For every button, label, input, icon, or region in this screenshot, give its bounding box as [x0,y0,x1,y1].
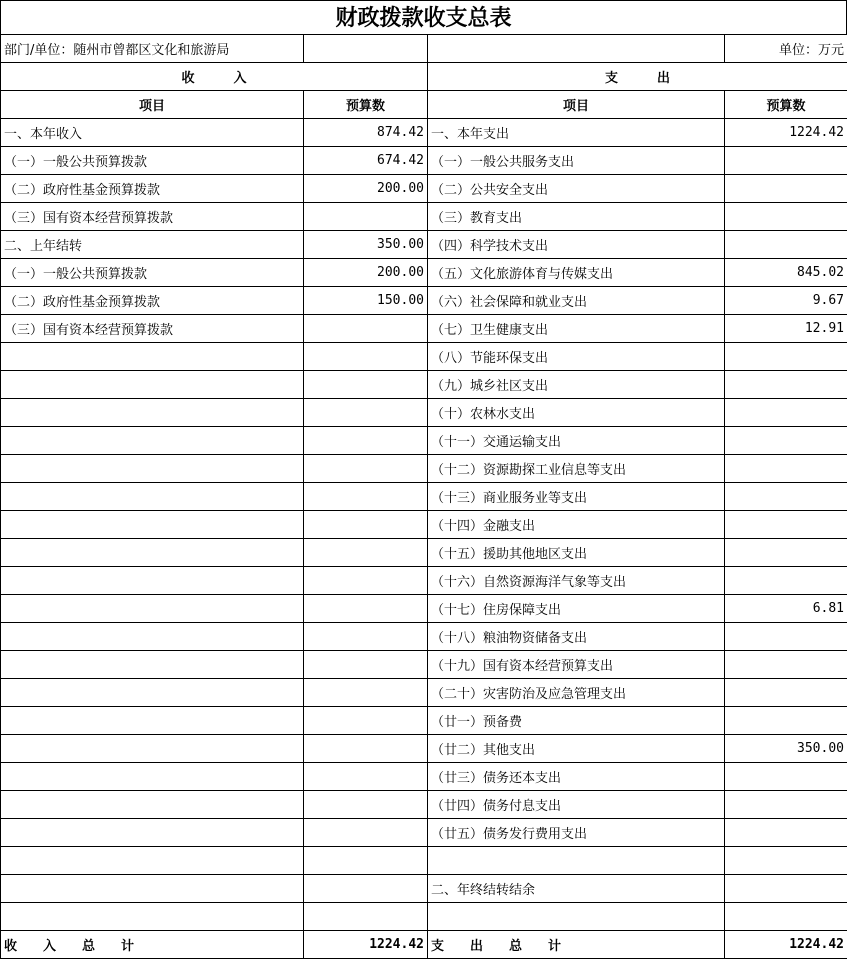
expense-item-cell [428,903,725,931]
table-row [1,455,847,483]
expense-item-cell: （廿三）债务还本支出 [428,763,725,791]
unit-label: 单位：万元 [725,35,847,63]
income-item-cell: （二）政府性基金预算拨款 [1,175,304,203]
table-row [1,231,847,259]
expense-value-cell [725,819,847,847]
expense-value-cell [725,371,847,399]
expense-item-cell: （十四）金融支出 [428,511,725,539]
table-row [1,315,847,343]
expense-item-cell: （十五）援助其他地区支出 [428,539,725,567]
table-row [1,651,847,679]
income-value-cell [304,651,428,679]
income-value-cell: 874.42 [304,119,428,147]
col-item-income: 项目 [1,91,304,119]
income-item-cell [1,903,304,931]
income-item-cell [1,819,304,847]
expense-value-cell [725,791,847,819]
income-value-cell [304,483,428,511]
col-budget-income: 预算数 [304,91,428,119]
income-value-cell: 350.00 [304,231,428,259]
income-item-cell: （二）政府性基金预算拨款 [1,287,304,315]
expense-header: 支 出 [428,63,847,91]
expense-total-value: 1224.42 [725,931,847,959]
income-item-cell [1,875,304,903]
expense-total-label: 支 出 总 计 [428,931,725,959]
table-row [1,903,847,931]
table-row [1,819,847,847]
blank-cell [428,35,725,63]
income-item-cell [1,651,304,679]
table-row [1,763,847,791]
table-row [1,399,847,427]
expense-value-cell [725,231,847,259]
expense-value-cell [725,763,847,791]
income-item-cell: 二、上年结转 [1,231,304,259]
income-item-cell [1,371,304,399]
expense-item-cell: （廿二）其他支出 [428,735,725,763]
income-item-cell [1,679,304,707]
income-value-cell [304,847,428,875]
expense-item-cell: （十八）粮油物资储备支出 [428,623,725,651]
income-value-cell: 674.42 [304,147,428,175]
expense-item-cell: （十一）交通运输支出 [428,427,725,455]
table-row [1,567,847,595]
income-item-cell [1,567,304,595]
income-item-cell [1,511,304,539]
income-value-cell [304,623,428,651]
expense-item-cell: （十七）住房保障支出 [428,595,725,623]
income-item-cell [1,483,304,511]
table-row [1,539,847,567]
income-item-cell: （一）一般公共预算拨款 [1,259,304,287]
expense-item-cell: 一、本年支出 [428,119,725,147]
expense-value-cell [725,707,847,735]
income-value-cell [304,735,428,763]
income-item-cell [1,707,304,735]
table-row [1,875,847,903]
income-value-cell [304,679,428,707]
expense-value-cell: 845.02 [725,259,847,287]
income-value-cell [304,539,428,567]
income-value-cell: 200.00 [304,259,428,287]
income-item-cell [1,623,304,651]
income-value-cell: 150.00 [304,287,428,315]
expense-value-cell [725,483,847,511]
expense-value-cell [725,343,847,371]
expense-value-cell: 350.00 [725,735,847,763]
income-item-cell [1,455,304,483]
income-value-cell: 200.00 [304,175,428,203]
expense-item-cell [428,847,725,875]
income-item-cell [1,399,304,427]
income-item-cell: （一）一般公共预算拨款 [1,147,304,175]
income-value-cell [304,343,428,371]
income-value-cell [304,595,428,623]
table-row [1,595,847,623]
table-row [1,511,847,539]
expense-value-cell [725,903,847,931]
table-row [1,343,847,371]
table-row [1,371,847,399]
table-row [1,203,847,231]
table-row [1,679,847,707]
expense-value-cell: 1224.42 [725,119,847,147]
table-row [1,287,847,315]
income-total-value: 1224.42 [304,931,428,959]
blank-cell [304,35,428,63]
income-value-cell [304,707,428,735]
table-row [1,707,847,735]
expense-item-cell: （廿四）债务付息支出 [428,791,725,819]
expense-value-cell [725,847,847,875]
expense-value-cell [725,203,847,231]
expense-item-cell: （二）公共安全支出 [428,175,725,203]
expense-item-cell: （四）科学技术支出 [428,231,725,259]
budget-table [0,34,847,959]
income-value-cell [304,455,428,483]
expense-value-cell [725,427,847,455]
income-item-cell [1,735,304,763]
income-item-cell [1,791,304,819]
expense-item-cell: （八）节能环保支出 [428,343,725,371]
expense-item-cell: 二、年终结转结余 [428,875,725,903]
expense-value-cell [725,455,847,483]
income-value-cell [304,399,428,427]
income-value-cell [304,427,428,455]
income-total-label: 收 入 总 计 [1,931,304,959]
income-value-cell [304,567,428,595]
income-value-cell [304,371,428,399]
expense-item-cell: （二十）灾害防治及应急管理支出 [428,679,725,707]
table-row [1,259,847,287]
expense-value-cell [725,175,847,203]
table-row [1,147,847,175]
expense-value-cell [725,399,847,427]
expense-item-cell: （十二）资源勘探工业信息等支出 [428,455,725,483]
table-row [1,623,847,651]
income-value-cell [304,875,428,903]
table-title: 财政拨款收支总表 [0,0,847,34]
expense-item-cell: （廿一）预备费 [428,707,725,735]
expense-item-cell: （十）农林水支出 [428,399,725,427]
income-item-cell: （三）国有资本经营预算拨款 [1,315,304,343]
expense-value-cell: 6.81 [725,595,847,623]
expense-item-cell: （六）社会保障和就业支出 [428,287,725,315]
expense-value-cell [725,147,847,175]
income-item-cell: 一、本年收入 [1,119,304,147]
income-item-cell [1,539,304,567]
income-value-cell [304,819,428,847]
expense-value-cell [725,511,847,539]
income-item-cell [1,427,304,455]
expense-value-cell: 9.67 [725,287,847,315]
income-item-cell: （三）国有资本经营预算拨款 [1,203,304,231]
expense-item-cell: （一）一般公共服务支出 [428,147,725,175]
expense-item-cell: （廿五）债务发行费用支出 [428,819,725,847]
income-value-cell [304,511,428,539]
expense-item-cell: （五）文化旅游体育与传媒支出 [428,259,725,287]
table-row [1,847,847,875]
table-row [1,119,847,147]
income-value-cell [304,315,428,343]
income-header: 收 入 [1,63,428,91]
dept-label: 部门/单位：随州市曾都区文化和旅游局 [1,35,304,63]
col-item-expense: 项目 [428,91,725,119]
income-item-cell [1,595,304,623]
expense-item-cell: （十六）自然资源海洋气象等支出 [428,567,725,595]
expense-item-cell: （七）卫生健康支出 [428,315,725,343]
expense-value-cell [725,567,847,595]
expense-item-cell: （九）城乡社区支出 [428,371,725,399]
table-row [1,735,847,763]
expense-item-cell: （三）教育支出 [428,203,725,231]
expense-value-cell [725,651,847,679]
income-value-cell [304,791,428,819]
expense-value-cell [725,539,847,567]
income-value-cell [304,203,428,231]
expense-item-cell: （十九）国有资本经营预算支出 [428,651,725,679]
income-item-cell [1,847,304,875]
expense-value-cell [725,679,847,707]
expense-value-cell [725,875,847,903]
income-value-cell [304,763,428,791]
expense-value-cell: 12.91 [725,315,847,343]
expense-value-cell [725,623,847,651]
expense-item-cell: （十三）商业服务业等支出 [428,483,725,511]
table-row [1,175,847,203]
income-item-cell [1,763,304,791]
income-value-cell [304,903,428,931]
col-budget-expense: 预算数 [725,91,847,119]
table-row [1,791,847,819]
income-item-cell [1,343,304,371]
table-row [1,427,847,455]
table-row [1,483,847,511]
